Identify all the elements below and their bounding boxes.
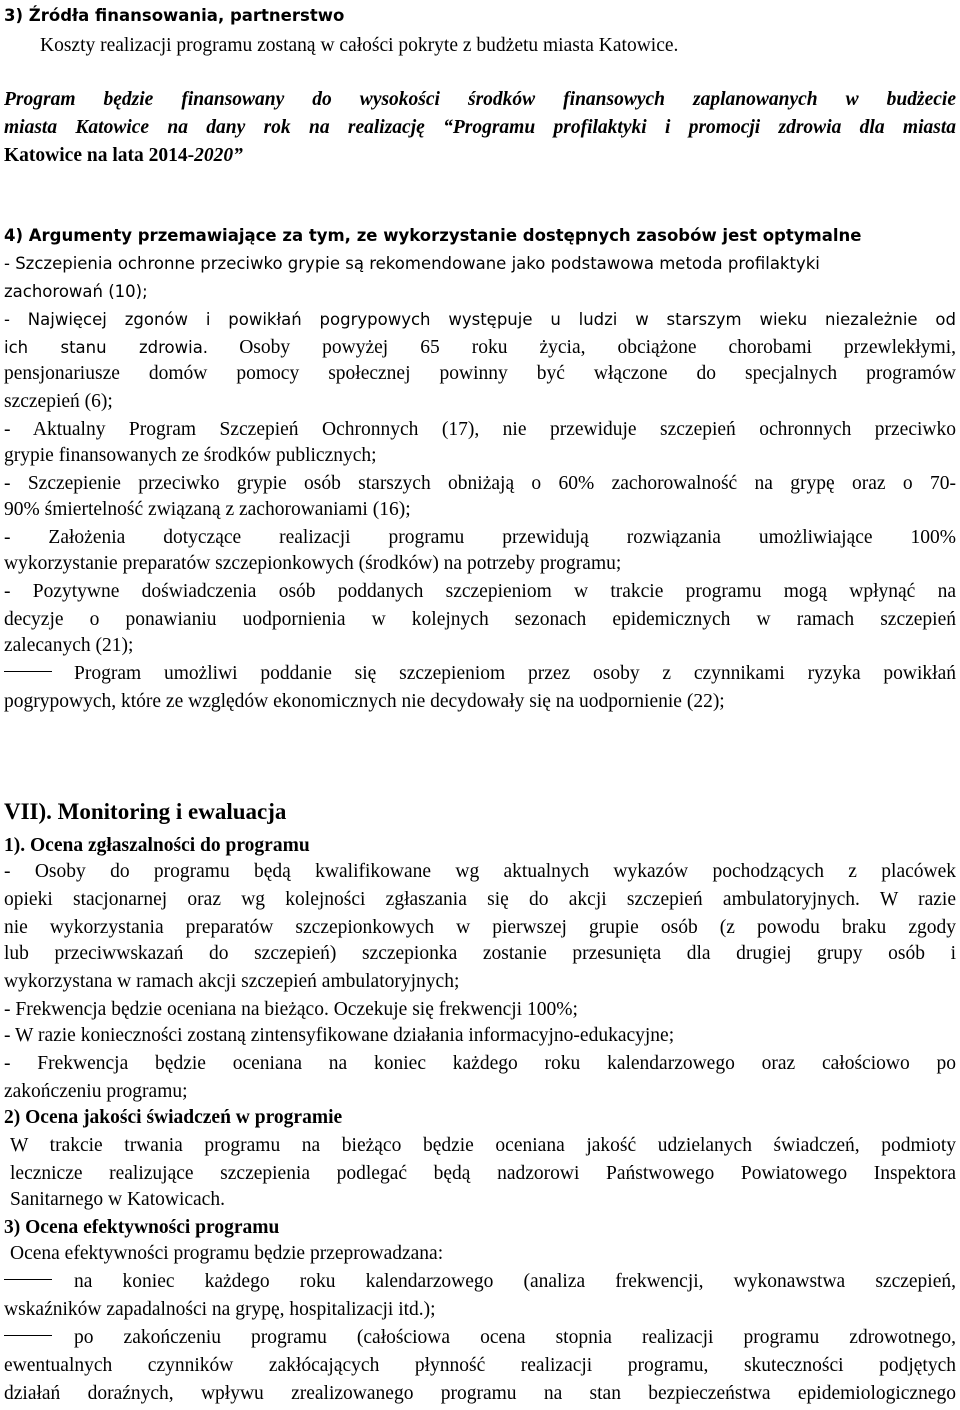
dash-bullet <box>4 1335 52 1336</box>
paragraph-line: wykorzystana w ramach akcji szczepień ambulatoryjnych; <box>4 971 460 992</box>
dash-bullet <box>4 671 52 672</box>
paragraph-line <box>4 1000 956 1020</box>
text-span: W razie <box>879 889 956 910</box>
text-span: Katowice na lata 2014- <box>4 145 195 166</box>
paragraph-line: ewentualnych czynników zakłócających płynność realizacji programu, skuteczności podjętych <box>4 1355 956 1376</box>
paragraph-line <box>4 1328 956 1348</box>
paragraph-line: - Najwięcej zgonów i powikłań pogrypowych występuje u ludzi w starszym wieku niezależnie od <box>4 310 956 329</box>
paragraph-line: 90% śmiertelność związaną z zachorowaniami (16); <box>4 499 411 520</box>
text-span: 2020” <box>194 145 243 166</box>
paragraph-line: - Pozytywne doświadczenia osób poddanych szczepieniom w trakcie programu mogą wpłynąć na <box>4 581 956 602</box>
text-span: Oczekuje się frekwencji 100%; <box>333 999 578 1020</box>
text-span: Osoby powyżej 65 roku życia, obciążone chorobami przewlekłymi, <box>239 337 957 358</box>
paragraph-line: Ocena efektywności programu będzie przeprowadzana: <box>10 1243 444 1264</box>
paragraph-line <box>4 338 956 358</box>
text-span: po zakończeniu programu (całościowa ocena stopnia realizacji programu zdrowotnego, <box>74 1327 956 1348</box>
paragraph-line: zachorowań (10); <box>4 282 148 301</box>
paragraph-line: lecznicze realizujące szczepienia podlegać będą nadzorowi Państwowego Powiatowego Inspektora <box>10 1163 956 1184</box>
section-3-heading: 3) Źródła finansowania, partnerstwo <box>4 6 345 25</box>
paragraph-line <box>4 890 956 910</box>
text-span: na koniec każdego roku kalendarzowego (analiza frekwencji, wykonawstwa szczepień, <box>74 1271 956 1292</box>
paragraph-line <box>4 146 956 166</box>
text-span: ich stanu zdrowia. <box>4 338 209 357</box>
paragraph-line: - Aktualny Program Szczepień Ochronnych (17), nie przewiduje szczepień ochronnych przeciwko <box>4 419 956 440</box>
paragraph-line: - W razie konieczności zostaną zintensyfikowane działania informacyjno-edukacyjne; <box>4 1025 675 1046</box>
subsection-heading: 2) Ocena jakości świadczeń w programie <box>4 1107 343 1128</box>
section-7-heading: VII). Monitoring i ewaluacja <box>4 799 287 824</box>
paragraph-line: Sanitarnego w Katowicach. <box>10 1189 225 1210</box>
text-span: opieki stacjonarnej oraz wg kolejności zgłaszania się do akcji szczepień ambulatoryjnych. <box>4 889 860 910</box>
paragraph-line: decyzje o ponawianiu uodpornienia w kolejnych sezonach epidemicznych w ramach szczepień <box>4 609 956 630</box>
paragraph-line: wskaźników zapadalności na grypę, hospitalizacji itd.); <box>4 1299 436 1320</box>
text-span: Program umożliwi poddanie się szczepieniom przez osoby z czynnikami ryzyka powikłań <box>74 663 956 684</box>
paragraph-line: miasta Katowice na dany rok na realizację “Programu profilaktyki i promocji zdrowia dla miasta <box>4 117 956 138</box>
paragraph-line: - Założenia dotyczące realizacji programu przewidują rozwiązania umożliwiające 100% <box>4 527 956 548</box>
paragraph-line: Koszty realizacji programu zostaną w całości pokryte z budżetu miasta Katowice. <box>40 35 679 56</box>
paragraph-line: Program będzie finansowany do wysokości środków finansowych zaplanowanych w budżecie <box>4 89 956 110</box>
paragraph-line: pogrypowych, które ze względów ekonomicznych nie decydowały się na uodpornienie (22); <box>4 691 725 712</box>
paragraph-line: lub przeciwwskazań do szczepień) szczepionka zostanie przesunięta dla drugiej grupy osób i <box>4 943 956 964</box>
dash-bullet <box>4 1279 52 1280</box>
subsection-heading: 3) Ocena efektywności programu <box>4 1217 280 1238</box>
paragraph-line: - Szczepienie przeciwko grypie osób starszych obniżają o 60% zachorowalność na grypę oraz o 70- <box>4 473 956 494</box>
paragraph-line: zakończeniu programu; <box>4 1081 188 1102</box>
paragraph-line: - Osoby do programu będą kwalifikowane wg aktualnych wykazów pochodzących z placówek <box>4 861 956 882</box>
paragraph-line: wykorzystanie preparatów szczepionkowych (środków) na potrzeby programu; <box>4 553 622 574</box>
text-span: - Frekwencja będzie oceniana na bieżąco. <box>4 999 329 1020</box>
paragraph-line: - Frekwencja będzie oceniana na koniec każdego roku kalendarzowego oraz całościowo po <box>4 1053 956 1074</box>
paragraph-line: pensjonariusze domów pomocy społecznej powinny być włączone do specjalnych programów <box>4 363 956 384</box>
paragraph-line <box>4 1272 956 1292</box>
section-4-heading: 4) Argumenty przemawiające za tym, ze wykorzystanie dostępnych zasobów jest optymalne <box>4 226 862 245</box>
subsection-heading: 1). Ocena zgłaszalności do programu <box>4 835 310 856</box>
paragraph-line: działań doraźnych, wpływu zrealizowanego programu na stan bezpieczeństwa epidemiologicznego <box>4 1383 956 1404</box>
paragraph-line: W trakcie trwania programu na bieżąco będzie oceniana jakość udzielanych świadczeń, podmioty <box>10 1135 956 1156</box>
paragraph-line <box>4 664 956 684</box>
paragraph-line: zalecanych (21); <box>4 635 134 656</box>
paragraph-line: nie wykorzystania preparatów szczepionkowych w pierwszej grupie osób (z powodu braku zgody <box>4 917 956 938</box>
paragraph-line: szczepień (6); <box>4 391 113 412</box>
paragraph-line: grypie finansowanych ze środków publicznych; <box>4 445 377 466</box>
paragraph-line: - Szczepienia ochronne przeciwko grypie są rekomendowane jako podstawowa metoda profilaktyki <box>4 254 820 273</box>
